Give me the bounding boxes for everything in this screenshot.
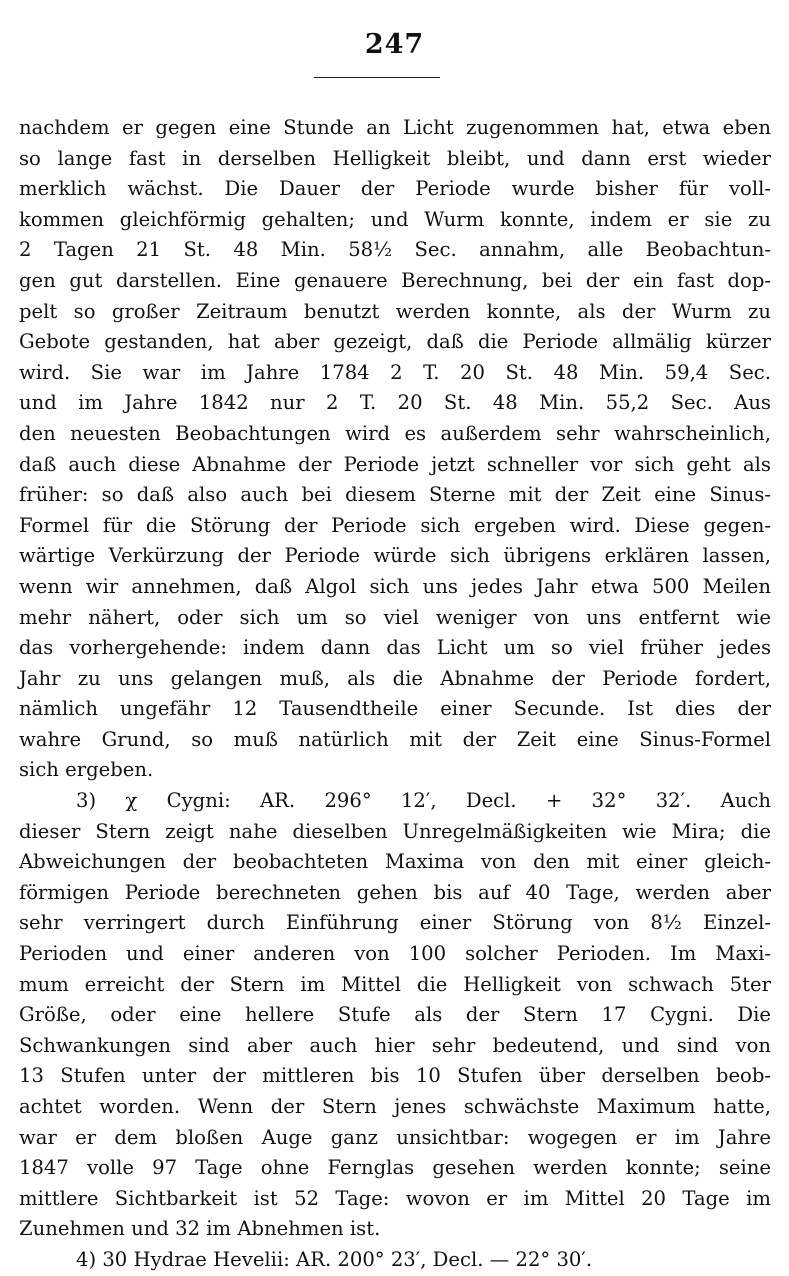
text-line: Jahr zu uns gelangen muß, als die Abnahme der Periode fordert,: [19, 666, 771, 690]
text-line: so lange fast in derselben Helligkeit bleibt, und dann erst wieder: [19, 146, 771, 170]
text-line: 2 Tagen 21 St. 48 Min. 58½ Sec. annahm, alle Beobachtun-: [19, 238, 771, 262]
text-line: nachdem er gegen eine Stunde an Licht zugenommen hat, etwa eben: [19, 116, 771, 139]
text-line: Schwankungen sind aber auch hier sehr bedeutend, und sind von: [19, 1033, 771, 1057]
text-line: daß auch diese Abnahme der Periode jetzt schneller vor sich geht als: [19, 452, 771, 476]
text-line: kommen gleichförmig gehalten; und Wurm konnte, indem er sie zu: [19, 207, 771, 231]
header-rule: [314, 77, 440, 78]
page-number: 247: [364, 29, 425, 60]
text-line: merklich wächst. Die Dauer der Periode wurde bisher für voll-: [19, 177, 771, 201]
text-line: Größe, oder eine hellere Stufe als der Stern 17 Cygni. Die: [19, 1003, 771, 1027]
text-line: mittlere Sichtbarkeit ist 52 Tage: wovon er im Mittel 20 Tage im: [19, 1186, 771, 1210]
text-line: gen gut darstellen. Eine genauere Berechnung, bei der ein fast dop-: [19, 268, 771, 292]
text-line: Gebote gestanden, hat aber gezeigt, daß die Periode allmälig kürzer: [19, 330, 771, 354]
text-line: 1847 volle 97 Tage ohne Fernglas gesehen werden konnte; seine: [19, 1156, 771, 1180]
section-heading-chi-cygni: 3) χ Cygni: AR. 296° 12′, Decl. + 32° 32′. Auch: [76, 789, 771, 813]
text-line: wahre Grund, so muß natürlich mit der Zeit eine Sinus-Formel: [19, 727, 771, 751]
text-line: achtet worden. Wenn der Stern jenes schwächste Maximum hatte,: [19, 1095, 771, 1118]
text-line: sich ergeben.: [19, 758, 154, 782]
text-line: das vorhergehende: indem dann das Licht um so viel früher jedes: [19, 636, 771, 660]
text-line: Zunehmen und 32 im Abnehmen ist.: [19, 1217, 381, 1241]
body-text: [19, 113, 771, 1276]
text-line: wärtige Verkürzung der Periode würde sich übrigens erklären lassen,: [19, 544, 771, 568]
text-line: förmigen Periode berechneten gehen bis auf 40 Tage, werden aber: [19, 880, 771, 904]
text-line: Formel für die Störung der Periode sich ergeben wird. Diese gegen-: [19, 513, 771, 537]
text-line: mum erreicht der Stern im Mittel die Helligkeit von schwach 5ter: [19, 972, 771, 996]
text-line: war er dem bloßen Auge ganz unsichtbar: wogegen er im Jahre: [19, 1125, 771, 1149]
text-line: wird. Sie war im Jahre 1784 2 T. 20 St. 48 Min. 59,4 Sec.: [19, 360, 771, 384]
text-line: sehr verringert durch Einführung einer Störung von 8½ Einzel-: [19, 911, 771, 935]
text-line: und im Jahre 1842 nur 2 T. 20 St. 48 Min. 55,2 Sec. Aus: [19, 391, 771, 415]
text-line: früher: so daß also auch bei diesem Sterne mit der Zeit eine Sinus-: [19, 483, 771, 507]
text-line: mehr nähert, oder sich um so viel weniger von uns entfernt wie: [19, 605, 771, 629]
text-line: wenn wir annehmen, daß Algol sich uns jedes Jahr etwa 500 Meilen: [19, 574, 771, 598]
text-line: Perioden und einer anderen von 100 solcher Perioden. Im Maxi-: [19, 942, 771, 966]
section-heading-30-hydrae: 4) 30 Hydrae Hevelii: AR. 200° 23′, Decl. — 22° 30′.: [76, 1247, 593, 1271]
text-line: dieser Stern zeigt nahe dieselben Unregelmäßigkeiten wie Mira; die: [19, 819, 771, 843]
text-line: den neuesten Beobachtungen wird es außerdem sehr wahrscheinlich,: [19, 421, 771, 445]
text-line: pelt so großer Zeitraum benutzt werden konnte, als der Wurm zu: [19, 299, 771, 323]
text-line: Abweichungen der beobachteten Maxima von den mit einer gleich-: [19, 850, 771, 874]
text-line: nämlich ungefähr 12 Tausendtheile einer Secunde. Ist dies der: [19, 697, 771, 721]
text-line: 13 Stufen unter der mittleren bis 10 Stufen über derselben beob-: [19, 1064, 771, 1088]
